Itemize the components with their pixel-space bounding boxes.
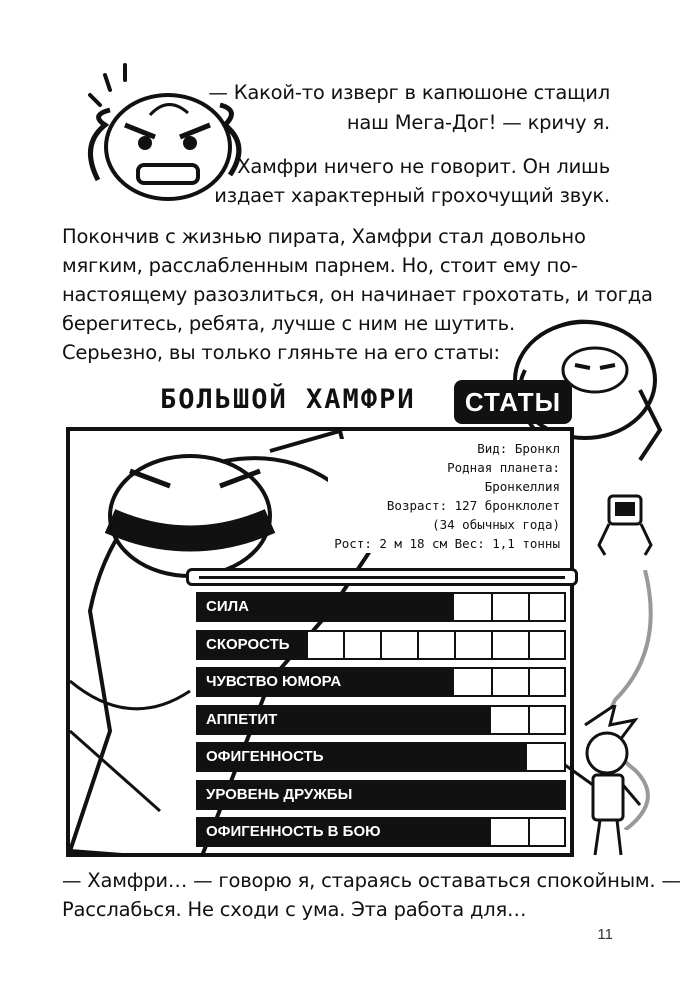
stat-bar-label: АППЕТИТ <box>206 710 278 728</box>
stat-bar-row <box>196 667 566 697</box>
intro-line-3: Хамфри ничего не говорит. Он лишь <box>237 155 610 178</box>
stats-scroll-rod <box>186 568 578 586</box>
stat-bar-label: ОФИГЕННОСТЬ В БОЮ <box>206 823 381 840</box>
intro-line-1: — Какой-то изверг в капюшоне стащил <box>208 81 610 104</box>
stat-bar-row <box>196 817 566 847</box>
stat-bar-label: ОФИГЕННОСТЬ <box>206 748 324 765</box>
age-note-text: (34 обычных года) <box>432 517 560 532</box>
intro-line-2: наш Мега-Дог! — кричу я. <box>346 111 610 134</box>
stat-bar-grid <box>198 594 564 620</box>
body-line-3: настоящему разозлиться, он начинает грохотать, и тогда <box>62 283 653 306</box>
stat-bar-row <box>196 742 566 772</box>
robot-illustration <box>595 490 655 570</box>
page-number: 11 <box>597 926 613 943</box>
stat-info-block <box>328 439 560 553</box>
height-weight-text: Рост: 2 м 18 см Вес: 1,1 тонны <box>334 536 560 551</box>
body-line-1: Покончив с жизнью пирата, Хамфри стал довольно <box>62 225 586 248</box>
stat-bar-label: СКОРОСТЬ <box>206 635 290 653</box>
stat-bar-row <box>196 780 566 810</box>
stat-card-tab: СТАТЫ <box>454 380 572 424</box>
stat-bar-row <box>196 630 566 660</box>
body-line-4: берегитесь, ребята, лучше с ним не шутить. <box>62 312 515 335</box>
stat-bar-row <box>196 592 566 622</box>
stat-bar-label: УРОВЕНЬ ДРУЖБЫ <box>206 785 353 803</box>
species-text: Вид: Бронкл <box>477 441 560 456</box>
stat-bar-row <box>196 705 566 735</box>
intro-line-4: издает характерный грохочущий звук. <box>214 184 610 207</box>
stat-bar-label: СИЛА <box>206 598 249 615</box>
body-line-2: мягким, расслабленным парнем. Но, стоит ему по- <box>62 254 578 277</box>
ending-line-1: — Хамфри… — говорю я, стараясь оставаться спокойным. — <box>62 869 681 892</box>
ending-line-2: Расслабься. Не сходи с ума. Эта работа для… <box>62 898 527 921</box>
planet-text: Бронкеллия <box>484 479 560 494</box>
body-line-5: Серьезно, вы только гляньте на его статы: <box>62 341 500 364</box>
stat-bar-label: ЧУВСТВО ЮМОРА <box>206 673 342 690</box>
planet-label-text: Родная планета: <box>447 460 560 475</box>
age-text: Возраст: 127 бронклолет <box>386 498 560 513</box>
stat-card-title: БОЛЬШОЙ ХАМФРИ <box>160 384 416 415</box>
boy-illustration <box>555 705 655 865</box>
